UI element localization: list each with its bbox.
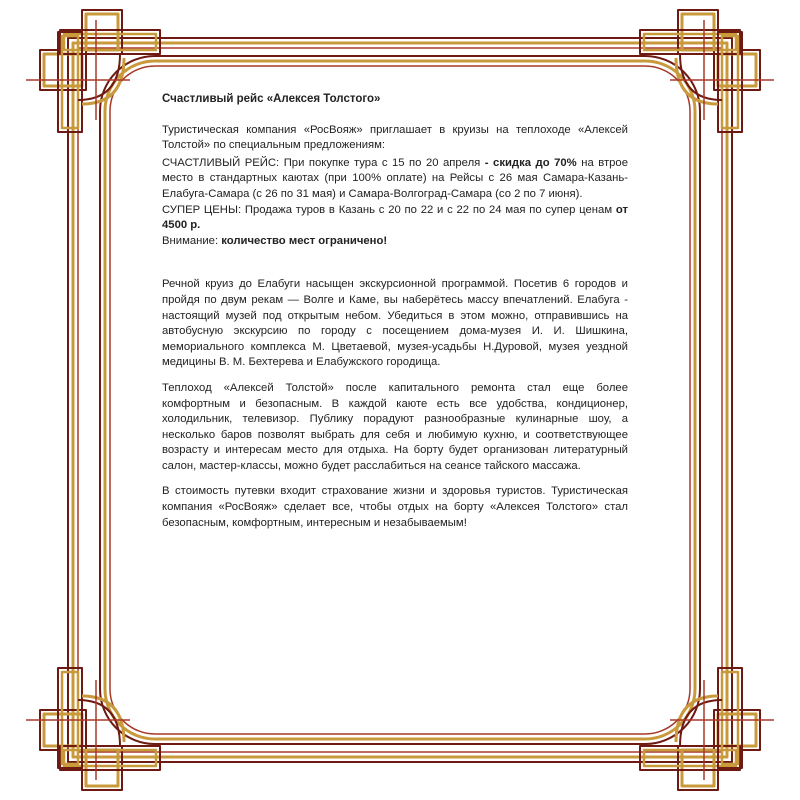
document-title: Счастливый рейс «Алексея Толстого» bbox=[162, 93, 381, 105]
intro-paragraph: Туристическая компания «РосВояж» приглашает в круизы на теплоходе «Алексей Толстой» по специальным предложениям: bbox=[162, 123, 628, 152]
paragraph-ship-comfort: Теплоход «Алексей Толстой» после капитального ремонта стал еще более комфортным и безопасным. В каждой каюте есть все удобства, кондиционер, холодильник, телевизор. Публику порадуют разнообразные кулинарные шоу, а несколько баров позволят выбрать для себя и любимую кухню, и соответствующее возрасту и интересам место для отдыха. На борту будет организован литературный салон, мастер-классы, можно будет расслабиться на сеансе тайского массажа. bbox=[162, 381, 628, 472]
offer-happy-trip-label: СЧАСТЛИВЫЙ РЕЙС: При покупке тура с 15 по 20 апреля bbox=[162, 156, 485, 169]
corner-ornament-bottom-right bbox=[640, 668, 774, 790]
offer-happy-trip-details: на втрое место в стандартных каютах (при 100% оплате) на Рейсы с 26 мая Самара-Казань-Елабуга-Самара (с 26 по 31 мая) и Самара-Волгоград-Самара (со 2 по 7 июня). bbox=[162, 156, 628, 200]
offer-super-prices-amount: от 4500 р. bbox=[162, 203, 628, 232]
corner-ornament-top-left bbox=[26, 10, 160, 132]
offer-super-prices bbox=[162, 203, 628, 234]
warning-line bbox=[162, 234, 628, 250]
corner-ornament-bottom-left bbox=[26, 668, 160, 790]
offer-happy-trip-discount: - скидка до 70% bbox=[484, 156, 577, 169]
offer-super-prices-label: СУПЕР ЦЕНЫ: Продажа туров в Казань с 20 по 22 и с 22 по 24 мая по супер ценам bbox=[162, 203, 616, 216]
warning-label: Внимание: bbox=[162, 234, 222, 247]
offer-happy-trip bbox=[162, 156, 628, 203]
document-body bbox=[162, 92, 628, 541]
warning-text: количество мест ограничено! bbox=[221, 234, 388, 247]
corner-ornament-top-right bbox=[640, 10, 774, 132]
paragraph-insurance: В стоимость путевки входит страхование жизни и здоровья туристов. Туристическая компания «РосВояж» сделает все, чтобы отдых на борту «Алексея Толстого» стал безопасным, комфортным, интересным и незабываемым! bbox=[162, 485, 628, 529]
paragraph-elabuga-cruise: Речной круиз до Елабуги насыщен экскурсионной программой. Посетив 6 городов и пройдя по двум рекам — Волге и Каме, вы наберётесь массу впечатлений. Елабуга - настоящий музей под открытым небом. Убедиться в этом можно, отправившись на автобусную экскурсию по городу с посещением дома-музея И. И. Шишкина, мемориального комплекса М. Цветаевой, музея-усадьбы Н.Дуровой, музея уездной медицины В. М. Бехтерева и Елабужского городища. bbox=[162, 278, 628, 369]
